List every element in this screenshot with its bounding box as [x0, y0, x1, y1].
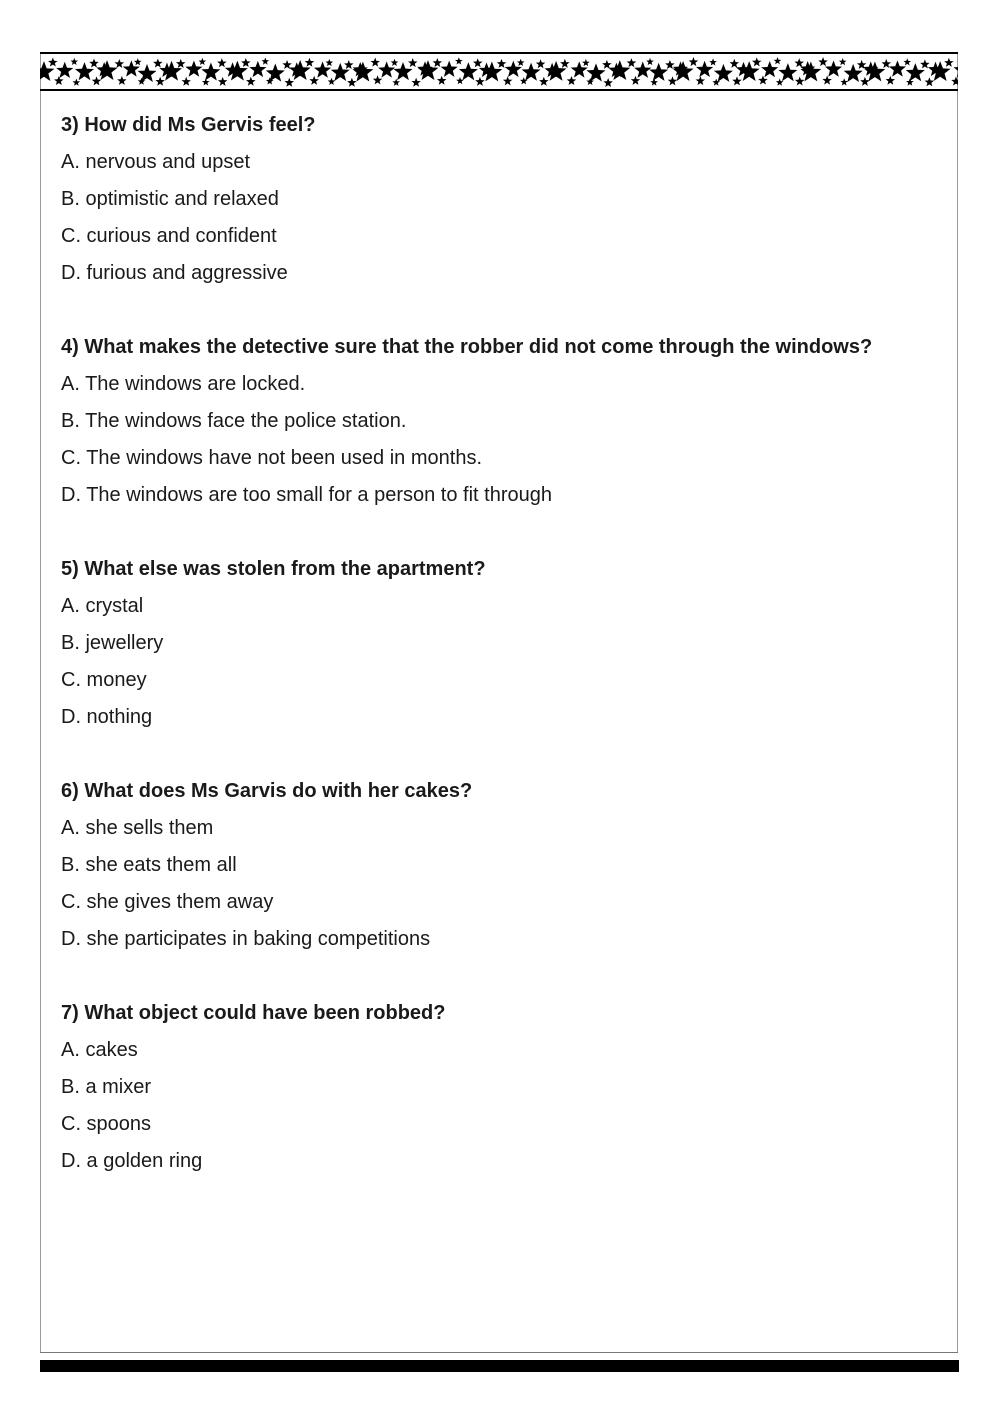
star-icon	[603, 78, 613, 87]
star-icon	[456, 77, 464, 84]
star-icon	[560, 59, 570, 68]
star-icon	[822, 76, 832, 85]
question-6	[61, 779, 941, 964]
star-icon	[665, 60, 675, 69]
option-c: C. money	[61, 669, 147, 691]
star-icon	[117, 76, 127, 85]
star-icon	[536, 59, 546, 68]
option-c: C. The windows have not been used in months.	[61, 447, 482, 469]
star-icon	[903, 58, 911, 65]
question-5	[61, 557, 941, 742]
star-icon	[328, 78, 336, 85]
star-icon	[285, 78, 295, 87]
star-icon	[920, 59, 930, 68]
bottom-thick-rule	[40, 1360, 959, 1372]
star-icon	[602, 60, 612, 69]
star-icon	[217, 58, 227, 67]
star-icon	[378, 61, 395, 77]
star-icon	[455, 57, 463, 64]
option-a: A. crystal	[61, 595, 144, 617]
star-icon	[134, 58, 142, 65]
star-icon	[951, 76, 958, 85]
star-icon	[218, 77, 228, 86]
star-icon	[668, 76, 678, 85]
star-icon	[925, 77, 935, 86]
star-icon	[864, 61, 885, 81]
question-prompt: 5) What else was stolen from the apartment?	[61, 558, 486, 580]
star-icon	[199, 58, 207, 65]
star-icon	[92, 76, 102, 85]
star-icon	[305, 58, 315, 67]
star-icon	[886, 76, 896, 85]
star-icon	[176, 59, 186, 68]
star-icon	[54, 76, 64, 85]
star-icon	[758, 76, 768, 85]
star-icon	[714, 64, 733, 82]
star-icon	[373, 75, 383, 84]
star-icon	[673, 61, 694, 81]
star-icon	[473, 58, 483, 67]
star-icon	[266, 64, 285, 82]
stars-decoration	[40, 56, 958, 88]
star-icon	[115, 59, 125, 68]
star-icon	[503, 76, 513, 85]
star-border-band	[40, 56, 958, 88]
option-a: A. The windows are locked.	[61, 373, 306, 395]
star-icon	[860, 77, 870, 86]
star-icon	[408, 58, 418, 67]
star-icon	[56, 62, 73, 78]
star-icon	[752, 57, 762, 66]
star-icon	[627, 58, 637, 67]
star-icon	[392, 79, 400, 86]
star-icon	[155, 77, 165, 86]
star-icon	[497, 59, 507, 68]
option-d: D. a golden ring	[61, 1150, 203, 1172]
option-d: D. nothing	[61, 706, 153, 728]
question-4	[61, 335, 941, 520]
star-icon	[906, 63, 925, 81]
star-icon	[778, 63, 797, 81]
star-icon	[730, 59, 740, 68]
star-icon	[944, 58, 954, 67]
star-icon	[326, 59, 334, 66]
star-icon	[185, 60, 202, 76]
star-icon	[795, 76, 805, 85]
star-icon	[649, 63, 668, 81]
star-icon	[241, 58, 251, 67]
bottom-thin-rule	[40, 1352, 958, 1353]
star-icon	[437, 76, 447, 85]
star-icon	[800, 61, 821, 81]
star-icon	[825, 60, 842, 76]
option-b: B. she eats them all	[61, 854, 237, 876]
star-icon	[689, 57, 699, 66]
star-icon	[391, 59, 399, 66]
option-b: B. optimistic and relaxed	[61, 188, 279, 210]
star-icon	[475, 77, 485, 86]
question-3	[61, 113, 941, 298]
star-icon	[153, 58, 163, 67]
star-icon	[567, 76, 577, 85]
star-icon	[696, 61, 713, 77]
option-a: A. cakes	[61, 1039, 138, 1061]
option-a: A. nervous and upset	[61, 151, 251, 173]
star-icon	[459, 62, 478, 80]
star-icon	[709, 58, 717, 65]
star-icon	[433, 58, 443, 67]
star-icon	[261, 57, 269, 64]
star-icon	[411, 78, 421, 87]
star-icon	[582, 59, 590, 66]
option-b: B. jewellery	[61, 632, 164, 654]
star-icon	[954, 61, 958, 77]
star-icon	[347, 78, 357, 87]
option-d: D. she participates in baking competitions	[61, 928, 431, 950]
option-c: C. curious and confident	[61, 225, 277, 247]
star-icon	[889, 60, 906, 76]
option-c: C. she gives them away	[61, 891, 274, 913]
star-icon	[89, 58, 99, 67]
star-icon	[696, 76, 706, 85]
star-icon	[181, 77, 191, 86]
option-a: A. she sells them	[61, 817, 214, 839]
option-b: B. The windows face the police station.	[61, 410, 407, 432]
question-prompt: 6) What does Ms Garvis do with her cakes?	[61, 780, 473, 802]
star-icon	[646, 58, 654, 65]
star-icon	[522, 63, 541, 81]
star-icon	[840, 78, 848, 85]
star-icon	[352, 62, 373, 82]
star-icon	[75, 62, 94, 80]
star-icon	[586, 63, 605, 81]
option-c: C. spoons	[61, 1113, 152, 1135]
star-band-bottom-rule	[40, 89, 958, 91]
star-icon	[70, 58, 78, 65]
star-icon	[201, 62, 220, 80]
star-icon	[517, 59, 525, 66]
star-icon	[48, 57, 58, 66]
star-icon	[818, 57, 828, 66]
star-icon	[774, 57, 782, 64]
option-d: D. The windows are too small for a person to fit through	[61, 484, 552, 506]
option-d: D. furious and aggressive	[61, 262, 288, 284]
star-icon	[906, 78, 914, 85]
star-icon	[344, 60, 354, 69]
option-b: B. a mixer	[61, 1076, 152, 1098]
star-icon	[732, 76, 742, 85]
star-icon	[839, 58, 847, 65]
star-icon	[138, 64, 157, 82]
top-border-rule	[40, 52, 958, 54]
star-icon	[97, 60, 118, 80]
star-icon	[794, 58, 804, 67]
question-prompt: 4) What makes the detective sure that the robber did not come through the windows?	[61, 336, 873, 358]
star-icon	[246, 77, 256, 86]
star-icon	[776, 78, 784, 85]
star-icon	[481, 61, 502, 81]
star-icon	[609, 60, 630, 80]
star-icon	[539, 77, 549, 86]
star-icon	[631, 76, 641, 85]
question-prompt: 3) How did Ms Gervis feel?	[61, 114, 316, 136]
question-prompt: 7) What object could have been robbed?	[61, 1002, 446, 1024]
question-7	[61, 1001, 941, 1186]
worksheet-content	[61, 113, 941, 1223]
star-icon	[441, 61, 458, 77]
star-icon	[370, 58, 380, 67]
